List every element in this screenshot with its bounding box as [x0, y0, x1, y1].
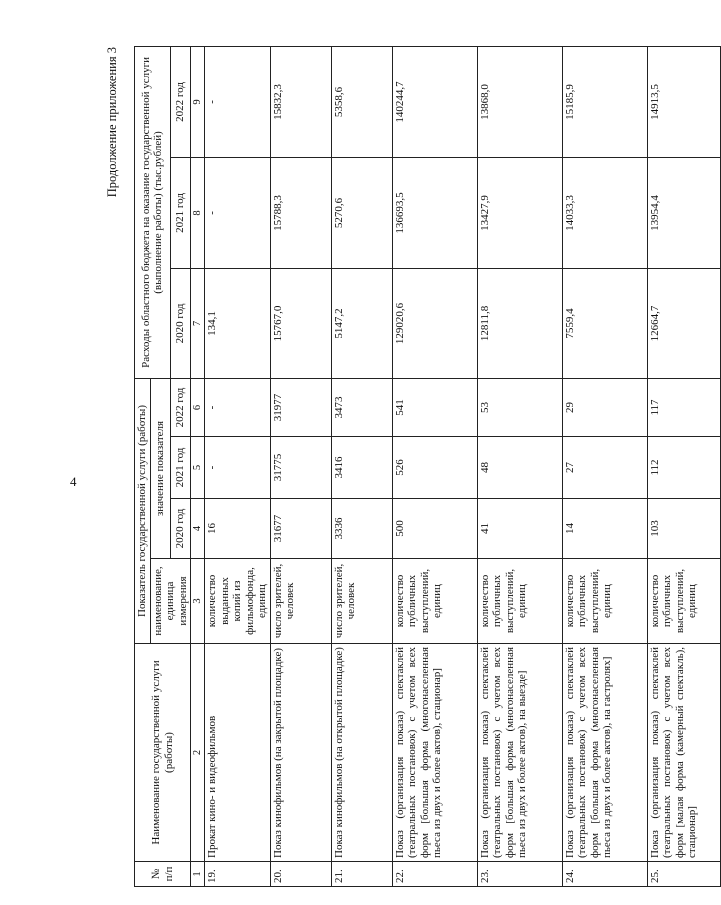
column-number: 2: [191, 644, 205, 862]
column-number: 7: [191, 268, 205, 378]
services-table: [134, 46, 721, 887]
value-2021: 31775: [270, 437, 331, 499]
header-value-2020: 2020 год: [170, 499, 190, 559]
service-name: Показ (организация показа) спектаклей (театральных постановок) с учетом всех форм [большая форма (многонаселенная пьеса из двух и более актов), на гастролях]: [562, 644, 647, 862]
value-2022: 29: [562, 378, 647, 436]
indicator-unit: число зрителей, человек: [270, 559, 331, 644]
value-2022: 541: [392, 378, 477, 436]
value-2022: 117: [647, 378, 720, 436]
table-row: [392, 46, 477, 886]
row-number: 25.: [647, 862, 720, 887]
header-expense-2020: 2020 год: [170, 268, 190, 378]
header-value-2022: 2022 год: [170, 378, 190, 436]
value-2020: 103: [647, 499, 720, 559]
expense-2022: -: [205, 46, 271, 157]
value-2021: 48: [477, 437, 562, 499]
expense-2022: 13868,0: [477, 46, 562, 157]
value-2022: 53: [477, 378, 562, 436]
expense-2021: 14033,3: [562, 157, 647, 268]
table-row: [477, 46, 562, 886]
table-row: [647, 46, 720, 886]
value-2022: 31977: [270, 378, 331, 436]
row-number: 23.: [477, 862, 562, 887]
row-number: 24.: [562, 862, 647, 887]
expense-2020: 12811,8: [477, 268, 562, 378]
header-expense-2022: 2022 год: [170, 46, 190, 157]
table-row: [270, 46, 331, 886]
header-expenses-group: Расходы областного бюджета на оказание государственной услуги (выполнение работы) (тыс.рублей): [135, 46, 171, 378]
value-2020: 41: [477, 499, 562, 559]
value-2021: 3416: [331, 437, 392, 499]
expense-2022: 5358,6: [331, 46, 392, 157]
value-2021: 27: [562, 437, 647, 499]
value-2021: -: [205, 437, 271, 499]
expense-2022: 15185,9: [562, 46, 647, 157]
service-name: Показ (организация показа) спектаклей (театральных постановок) с учетом всех форм [малая форма (камерный спектакль), стационар]: [647, 644, 720, 862]
rotated-page-content: [104, 47, 698, 887]
header-expense-2021: 2021 год: [170, 157, 190, 268]
page-number: 4: [70, 474, 77, 489]
header-number: № п/п: [135, 862, 191, 887]
header-indicator-name: наименование, единица измерения: [150, 559, 191, 644]
value-2022: -: [205, 378, 271, 436]
table-row: [331, 46, 392, 886]
appendix-continuation-note: Продолжение приложения 3: [105, 47, 119, 198]
expense-2022: 140244,7: [392, 46, 477, 157]
row-number: 21.: [331, 862, 392, 887]
row-number: 20.: [270, 862, 331, 887]
indicator-unit: число зрителей, человек: [331, 559, 392, 644]
column-numbers-row: [191, 46, 205, 886]
indicator-unit: количество публичных выступлений, единиц: [647, 559, 720, 644]
expense-2020: 12664,7: [647, 268, 720, 378]
indicator-unit: количество публичных выступлений, единиц: [477, 559, 562, 644]
column-number: 1: [191, 862, 205, 887]
expense-2021: 136693,5: [392, 157, 477, 268]
value-2021: 112: [647, 437, 720, 499]
expense-2020: 7559,4: [562, 268, 647, 378]
value-2021: 526: [392, 437, 477, 499]
expense-2021: 5270,6: [331, 157, 392, 268]
header-value-2021: 2021 год: [170, 437, 190, 499]
expense-2020: 134,1: [205, 268, 271, 378]
value-2020: 31677: [270, 499, 331, 559]
row-number: 22.: [392, 862, 477, 887]
column-number: 8: [191, 157, 205, 268]
service-name: Показ (организация показа) спектаклей (театральных постановок) с учетом всех форм [большая форма (многонаселенная пьеса из двух и более актов), стационар]: [392, 644, 477, 862]
column-number: 3: [191, 559, 205, 644]
column-number: 4: [191, 499, 205, 559]
table-row: [205, 46, 271, 886]
value-2022: 3473: [331, 378, 392, 436]
value-2020: 16: [205, 499, 271, 559]
expense-2020: 129020,6: [392, 268, 477, 378]
value-2020: 14: [562, 499, 647, 559]
header-service-name: Наименование государственной услуги (работы): [135, 644, 191, 862]
expense-2020: 15767,0: [270, 268, 331, 378]
column-number: 5: [191, 437, 205, 499]
expense-2022: 14913,5: [647, 46, 720, 157]
indicator-unit: количество выданных копий из фильмофонда, единиц: [205, 559, 271, 644]
value-2020: 3336: [331, 499, 392, 559]
expense-2022: 15832,3: [270, 46, 331, 157]
expense-2021: -: [205, 157, 271, 268]
expense-2021: 13954,4: [647, 157, 720, 268]
service-name: Показ (организация показа) спектаклей (театральных постановок) с учетом всех форм [большая форма (многонаселенная пьеса из двух и более актов), на выезде]: [477, 644, 562, 862]
value-2020: 500: [392, 499, 477, 559]
header-indicator-value: значение показателя: [150, 378, 170, 558]
header-indicator-group: Показатель государственной услуги (работы): [135, 378, 151, 643]
expense-2020: 5147,2: [331, 268, 392, 378]
service-name: Показ кинофильмов (на закрытой площадке): [270, 644, 331, 862]
column-number: 6: [191, 378, 205, 436]
indicator-unit: количество публичных выступлений, единиц: [562, 559, 647, 644]
indicator-unit: количество публичных выступлений, единиц: [392, 559, 477, 644]
table-row: [562, 46, 647, 886]
row-number: 19.: [205, 862, 271, 887]
service-name: Показ кинофильмов (на открытой площадке): [331, 644, 392, 862]
expense-2021: 13427,9: [477, 157, 562, 268]
column-number: 9: [191, 46, 205, 157]
service-name: Прокат кино- и видеофильмов: [205, 644, 271, 862]
expense-2021: 15788,3: [270, 157, 331, 268]
